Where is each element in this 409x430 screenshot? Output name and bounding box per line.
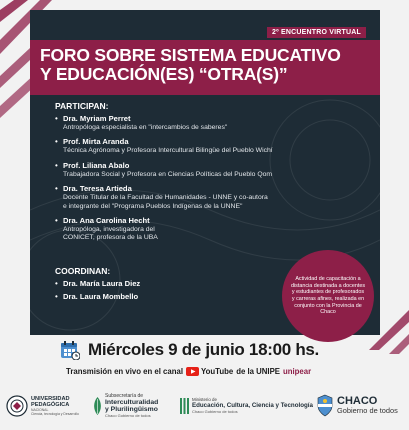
ministerio-emblem-icon bbox=[180, 396, 189, 416]
bullet-icon: • bbox=[55, 292, 58, 301]
participant-item bbox=[55, 184, 325, 211]
youtube-icon bbox=[186, 367, 199, 376]
participant-desc: Técnica Agrónoma y Profesora Intercultural Bilingüe del Pueblo Wichí bbox=[63, 147, 273, 155]
participant-name: Dra. Ana Carolina Hecht bbox=[63, 216, 150, 226]
bullet-icon: • bbox=[55, 137, 58, 147]
ministerio-line3: Chaco Gobierno de todos bbox=[192, 409, 238, 414]
ministerio-logo bbox=[180, 381, 313, 430]
chaco-line1: CHACO bbox=[337, 395, 378, 407]
inter-line3: y Plurilingüismo bbox=[105, 406, 158, 413]
inter-line4: Chaco Gobierno de todos bbox=[105, 413, 151, 418]
participant-desc: CONICET, profesora de la UBA bbox=[63, 234, 158, 242]
participant-name: Dra. Myriam Perret bbox=[63, 114, 131, 123]
encuentro-badge: 2º ENCUENTRO VIRTUAL bbox=[267, 27, 366, 38]
participant-name: Prof. Liliana Abalo bbox=[63, 160, 130, 170]
unipe-line3: NACIONAL bbox=[31, 407, 49, 412]
participant-name: Prof. Mirta Aranda bbox=[63, 137, 129, 147]
bullet-icon: • bbox=[55, 216, 58, 226]
unipe-line4: Ciencia, tecnología y Desarrollo bbox=[31, 411, 79, 416]
stream-mid: de la UNIPE bbox=[236, 366, 280, 376]
participant-desc: Antropóloga especialista en "intercambios de saberes" bbox=[63, 124, 228, 131]
participant-desc: Trabajadora Social y Profesora en Ciencias Políticas del Pueblo Qom bbox=[63, 170, 273, 178]
bullet-icon: • bbox=[55, 279, 58, 288]
chaco-shield-icon bbox=[317, 394, 333, 418]
participant-item bbox=[55, 114, 325, 132]
stream-info bbox=[66, 364, 311, 378]
interculturalidad-logo bbox=[93, 381, 158, 430]
participants-list bbox=[55, 114, 325, 248]
unipe-emblem-icon bbox=[6, 395, 28, 417]
logo-strip bbox=[0, 381, 409, 430]
coordinator-item bbox=[55, 292, 235, 302]
info-bubble-text: Actividad de capacitación a distancia destinada a docentes y estudiantes de profesorados y carreras afines, realizada en conjunto con la Provincia de Chaco bbox=[290, 276, 366, 316]
ministerio-line1: Ministerio de bbox=[192, 397, 217, 402]
channel-link[interactable]: unipear bbox=[282, 366, 312, 376]
ministerio-line2: Educación, Cultura, Ciencia y Tecnología bbox=[192, 402, 313, 409]
chaco-line2: Gobierno de todos bbox=[337, 406, 398, 415]
coordinator-item bbox=[55, 279, 235, 289]
participant-item bbox=[55, 161, 325, 179]
participant-item bbox=[55, 216, 325, 243]
title-line-1: FORO SOBRE SISTEMA EDUCATIVO bbox=[40, 45, 341, 65]
info-bubble bbox=[282, 250, 374, 342]
participant-item bbox=[55, 137, 325, 155]
bullet-icon: • bbox=[55, 114, 58, 123]
coordinators-list bbox=[55, 279, 235, 305]
title-line-2: Y EDUCACIÓN(ES) “OTRA(S)” bbox=[40, 64, 288, 84]
participant-desc: e integrante del "Programa Pueblos Indígenas de la UNNE" bbox=[63, 202, 243, 210]
participants-heading: PARTICIPAN: bbox=[55, 101, 109, 111]
leaf-emblem-icon bbox=[93, 396, 102, 416]
coordinator-name: Dra. María Laura Diez bbox=[63, 279, 141, 288]
participant-desc: Docente Titular de la Facultad de Humanidades - UNNE y co-autora bbox=[63, 194, 268, 202]
calendar-icon bbox=[60, 340, 80, 360]
bullet-icon: • bbox=[55, 160, 58, 170]
stream-prefix: Transmisión en vivo en el canal bbox=[66, 366, 183, 376]
event-date: Miércoles 9 de junio 18:00 hs. bbox=[88, 340, 319, 359]
youtube-label: YouTube bbox=[201, 366, 234, 376]
unipe-line2: PEDAGÓGICA bbox=[31, 401, 70, 408]
inter-line2: Interculturalidad bbox=[105, 399, 159, 406]
unipe-logo bbox=[6, 381, 79, 430]
participant-name: Dra. Teresa Artieda bbox=[63, 184, 132, 194]
event-title bbox=[40, 46, 370, 84]
event-date-row bbox=[60, 338, 319, 362]
bullet-icon: • bbox=[55, 184, 58, 194]
participant-desc: Antropóloga, investigadora del bbox=[63, 226, 155, 234]
coordinators-heading: COORDINAN: bbox=[55, 266, 111, 276]
chaco-logo bbox=[317, 381, 398, 430]
unipe-line1: UNIVERSIDAD bbox=[31, 395, 70, 402]
inter-line1: Subsecretaría de bbox=[105, 393, 144, 399]
coordinator-name: Dra. Laura Mombello bbox=[63, 292, 139, 301]
